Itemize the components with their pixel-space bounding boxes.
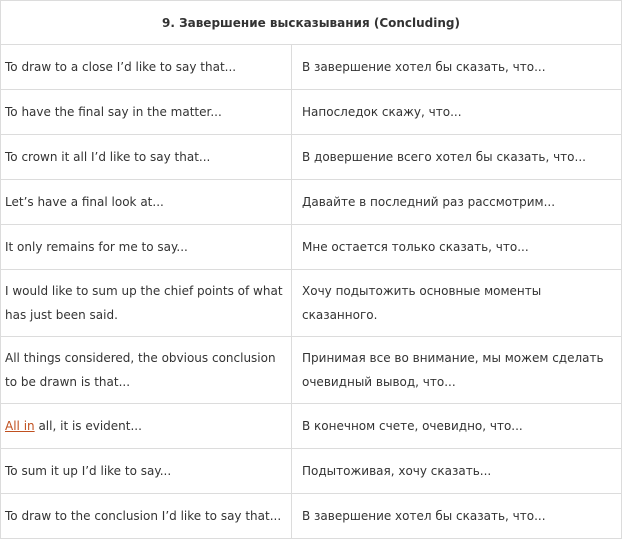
english-phrase-rest: all, it is evident... bbox=[34, 419, 142, 433]
table-row bbox=[1, 449, 622, 494]
english-phrase: It only remains for me to say... bbox=[1, 225, 292, 270]
table-row bbox=[1, 404, 622, 449]
english-phrase bbox=[1, 404, 292, 449]
table-row bbox=[1, 90, 622, 135]
table-row bbox=[1, 494, 622, 539]
english-phrase: All things considered, the obvious conclusion to be drawn is that... bbox=[1, 337, 292, 404]
table-row bbox=[1, 45, 622, 90]
english-phrase: Let’s have a final look at... bbox=[1, 180, 292, 225]
english-phrase: I would like to sum up the chief points of what has just been said. bbox=[1, 270, 292, 337]
table-row bbox=[1, 135, 622, 180]
russian-translation: Напоследок скажу, что... bbox=[292, 90, 622, 135]
table-row bbox=[1, 225, 622, 270]
russian-translation: Принимая все во внимание, мы можем сделать очевидный вывод, что... bbox=[292, 337, 622, 404]
english-phrase: To draw to a close I’d like to say that... bbox=[1, 45, 292, 90]
table-heading: 9. Завершение высказывания (Concluding) bbox=[1, 1, 622, 45]
russian-translation: Давайте в последний раз рассмотрим... bbox=[292, 180, 622, 225]
table-row bbox=[1, 337, 622, 404]
russian-translation: В завершение хотел бы сказать, что... bbox=[292, 45, 622, 90]
russian-translation: Мне остается только сказать, что... bbox=[292, 225, 622, 270]
table-row bbox=[1, 270, 622, 337]
english-phrase: To have the final say in the matter... bbox=[1, 90, 292, 135]
english-phrase: To sum it up I’d like to say... bbox=[1, 449, 292, 494]
english-phrase: To crown it all I’d like to say that... bbox=[1, 135, 292, 180]
russian-translation: В довершение всего хотел бы сказать, что... bbox=[292, 135, 622, 180]
english-phrase: To draw to the conclusion I’d like to say that... bbox=[1, 494, 292, 539]
all-in-link[interactable]: All in bbox=[5, 419, 35, 433]
russian-translation: Подытоживая, хочу сказать... bbox=[292, 449, 622, 494]
table-header-row bbox=[1, 1, 622, 45]
russian-translation: В конечном счете, очевидно, что... bbox=[292, 404, 622, 449]
table-row bbox=[1, 180, 622, 225]
russian-translation: Хочу подытожить основные моменты сказанного. bbox=[292, 270, 622, 337]
russian-translation: В завершение хотел бы сказать, что... bbox=[292, 494, 622, 539]
